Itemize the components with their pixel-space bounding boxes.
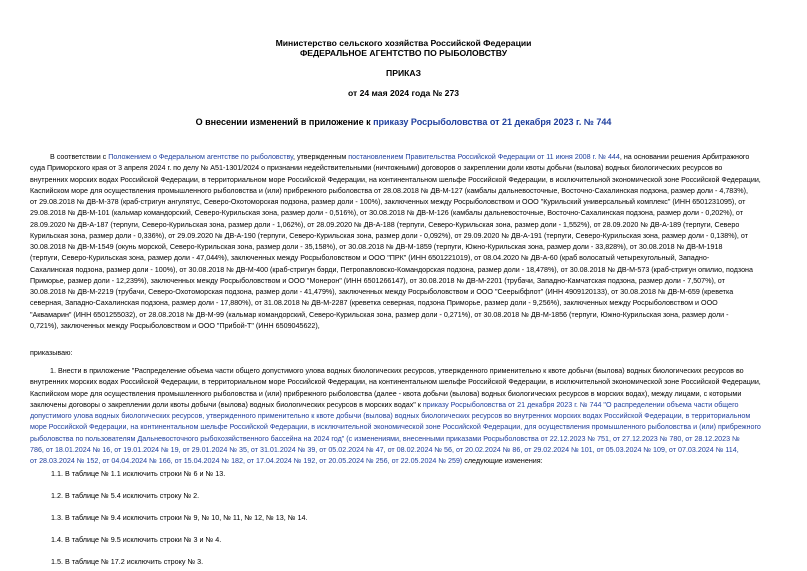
preamble-line: 28.09.2020 № ДВ-А-187 (терпуги, Северо-Курильская зона, размер доли - 1,062%), от 28.09.2020 № ДВ-А-188 (терпуги, Северо-Курильская зона, размер доли - 1,552%), от 28.09.2020 № ДВ-А-189 (терпуги, Северо <box>30 220 740 229</box>
clause-line: внутренних морских водах Российской Федерации, в территориальном море Российской Федерации, на континентальном шельфе Российской Федерации, в исключительной экономической зоне Российской Федерации, <box>30 378 761 387</box>
preamble-line: северная, Западно-Сахалинская подзона, размер доли - 17,880%), от 31.08.2018 № ДВ-М-2287 (креветка северная, подзона Приморье, размер доли - 9,256%), заключенных между Росрыболовством и ООО <box>30 299 718 308</box>
preamble-line: Сахалинская подзона, размер доли - 100%), от 30.08.2018 № ДВ-М-400 (краб-стригун бэрди, Петропавловско-Командорская подзона, размер доли - 18,478%), от 30.08.2018 № ДВ-М-573 (краб-стригун опилио, подзона <box>30 265 753 274</box>
preamble-line: 29.08.2018 № ДВ-М-101 (кальмар командорский, Северо-Курильская зона, размер доли - 0,516%), от 30.08.2018 № ДВ-М-126 (камбалы дальневосточные, Восточно-Сахалинская подзона, размер доли - 0,202%), от <box>30 209 744 218</box>
preamble-text: В соответствии с <box>50 153 109 161</box>
preamble-line: 0,721%), заключенных между Росрыболовством и ООО "Прибой-Т" (ИНН 6509045622), <box>30 321 320 330</box>
preamble-line: (терпуги, Северо-Курильская зона, размер доли - 47,044%), заключенных между Росрыболовством и ООО "ПРК" (ИНН 6501221019), от 08.04.2020 № ДВ-А-60 (краб волосатый четырехугольный, Западно- <box>30 254 710 263</box>
order-744-link-line[interactable]: 786, от 18.01.2024 № 16, от 19.01.2024 № 19, от 29.01.2024 № 35, от 31.01.2024 № 39, от 05.02.2024 № 47, от 08.02.2024 № 56, от 20.02.2024 № 86, от 29.02.2024 № 101, от 05.03.2024 № 109, от 07.03.2024 № 114, <box>30 445 739 454</box>
clause-text: заключены договоры о закреплении доли квоты добычи (вылова) водных биологических ресурсов в морских водах" к <box>30 400 423 409</box>
clause-1 <box>30 366 792 467</box>
preamble-text: , на основании решения Арбитражного <box>619 153 750 161</box>
clause-line <box>30 400 792 411</box>
clause-line <box>30 456 792 467</box>
doc-type: ПРИКАЗ <box>386 68 421 78</box>
agency-name: ФЕДЕРАЛЬНОЕ АГЕНТСТВО ПО РЫБОЛОВСТВУ <box>299 48 508 58</box>
doc-title-prefix: О внесении изменений в приложение к <box>195 117 374 127</box>
preamble-line: 30.08.2018 № ДВ-М-1549 (окунь морской, Северо-Курильская зона, размер доли - 35,158%), от 30.08.2018 № ДВ-М-1859 (терпуги, Южно-Курильская зона, размер доли - 33,828%), от 30.08.2018 № ДВ-М-1918 <box>30 243 723 251</box>
list-item: 1.2. В таблице № 5.4 исключить строку № 2. <box>51 491 200 500</box>
preamble-line: Курильская зона, размер доли - 0,336%), от 29.09.2020 № ДВ-А-190 (терпуги, Северо-Курильская зона, размер доли - 0,092%), от 29.09.2020 № ДВ-А-191 (терпуги, Северо-Курильская зона, размер доли - 0,138%), от <box>30 231 748 240</box>
doc-date: от 24 мая 2024 года № 273 <box>347 88 460 98</box>
clause-line: Каспийском море для осуществления промышленного рыболовства и (или) прибрежного рыболовства (далее - квота добычи (вылова) водных биологических ресурсов в морских водах), между лицами, с которыми <box>30 389 742 398</box>
order-744-link-line[interactable]: море Российской Федерации, на континентальном шельфе Российской Федерации, в исключительной экономической зоне Российской Федерации, для осуществления промышленного рыболовства и (или) прибрежного <box>30 423 761 432</box>
preamble-line: "Аквамарин" (ИНН 6501255032), от 28.08.2018 № ДВ-М-99 (кальмар командорский, Северо-Курильская зона, размер доли - 0,271%), от 30.08.2018 № ДВ-М-1856 (терпуги, Южно-Курильская зона, размер доли - <box>30 310 729 319</box>
order-744-link-line[interactable]: от 28.03.2024 № 152, от 04.04.2024 № 166, от 15.04.2024 № 182, от 17.04.2024 № 192, от 20.05.2024 № 256, от 22.05.2024 № 259) <box>30 457 463 465</box>
order-word <box>30 348 792 359</box>
preamble-line: суда Приморского края от 3 апреля 2024 г. по делу № А51-1301/2024 о признании недействительными (ничтожными) договоров о закреплении доли квоты добычи (вылова) водных биологических ресурсов во <box>30 164 723 173</box>
clause-text: следующие изменения: <box>462 457 543 465</box>
preamble-line: Каспийском море для осуществления промышленного рыболовства и (или) прибрежного рыболовства от 28.08.2018 № ДВ-М-127 (камбалы дальневосточные, Восточно-Сахалинская подзона, размер доли - 4,783%), <box>30 186 748 195</box>
doc-title <box>0 117 807 127</box>
order-word-text: приказываю: <box>30 349 73 357</box>
order-744-link[interactable]: приказу Росрыболовства от 21 декабря 2023 г. № 744 "О распределении объема части общего <box>422 400 739 409</box>
list-item: 1.5. В таблице № 17.2 исключить строку № 3. <box>51 557 204 566</box>
preamble-line: от 29.08.2018 № ДВ-М-378 (краб-стригун ангулятус, Северо-Охотоморская подзона, размер доли - 100%), заключенных между Росрыболовством и ООО "Курильский универсальный комплекс" (ИНН 6501231095), от <box>30 198 746 206</box>
clause-line: 1. Внести в приложение "Распределение объема части общего допустимого улова водных биологических ресурсов, утвержденного применительно к квоте добычи (вылова) водных биологических ресурсов во <box>50 367 744 375</box>
regulation-link[interactable]: Положением о Федеральном агентстве по рыболовству <box>108 153 293 161</box>
preamble-line <box>30 152 792 163</box>
list-item: 1.1. В таблице № 1.1 исключить строки № 6 и № 13. <box>51 469 226 478</box>
order-744-link-line[interactable]: допустимого улова водных биологических ресурсов, утвержденного применительно к квоте добычи (вылова) водных биологических ресурсов во внутренних морских водах Российской Федерации, в территориальном <box>30 412 751 420</box>
preamble-text: , утвержденным <box>292 153 349 161</box>
resolution-link[interactable]: постановлением Правительства Российской Федерации от 11 июня 2008 г. № 444 <box>348 153 620 161</box>
doc-title-link[interactable]: приказу Росрыболовства от 21 декабря 2023 г. № 744 <box>373 117 612 127</box>
preamble-line: внутренних морских водах Российской Федерации, в территориальном море Российской Федерации, на континентальном шельфе Российской Федерации, в исключительной экономической зоне Российской Федерации, <box>30 175 761 184</box>
ministry-name: Министерство сельского хозяйства Российской Федерации <box>275 38 532 48</box>
order-744-link-line[interactable]: рыболовства по пользователям Дальневосточного рыбохозяйственного бассейна на 2024 год" (с изменениями, внесенными приказами Росрыболовства от 22.12.2023 № 751, от 27.12.2023 № 780, от 28.12.2023 № <box>30 434 740 443</box>
preamble-line: Приморье, размер доли - 12,239%), заключенных между Росрыболовством и ООО "Монерон" (ИНН 6501266147), от 30.08.2018 № ДВ-М-2201 (трубачи, Западно-Камчатская подзона, размер доли - 7,507%), от <box>30 276 725 285</box>
list-item: 1.3. В таблице № 9.4 исключить строки № 9, № 10, № 11, № 12, № 13, № 14. <box>51 513 308 522</box>
preamble <box>30 152 792 332</box>
list-item: 1.4. В таблице № 9.5 исключить строки № 3 и № 4. <box>51 535 222 544</box>
preamble-line: 30.08.2018 № ДВ-М-2219 (трубачи, Северо-Охотоморская подзона, размер доли - 41,479%), заключенных между Росрыболовством и ООО "Сеерыбфлот" (ИНН 4909120133), от 30.08.2018 № ДВ-М-659 (креветка <box>30 288 734 296</box>
